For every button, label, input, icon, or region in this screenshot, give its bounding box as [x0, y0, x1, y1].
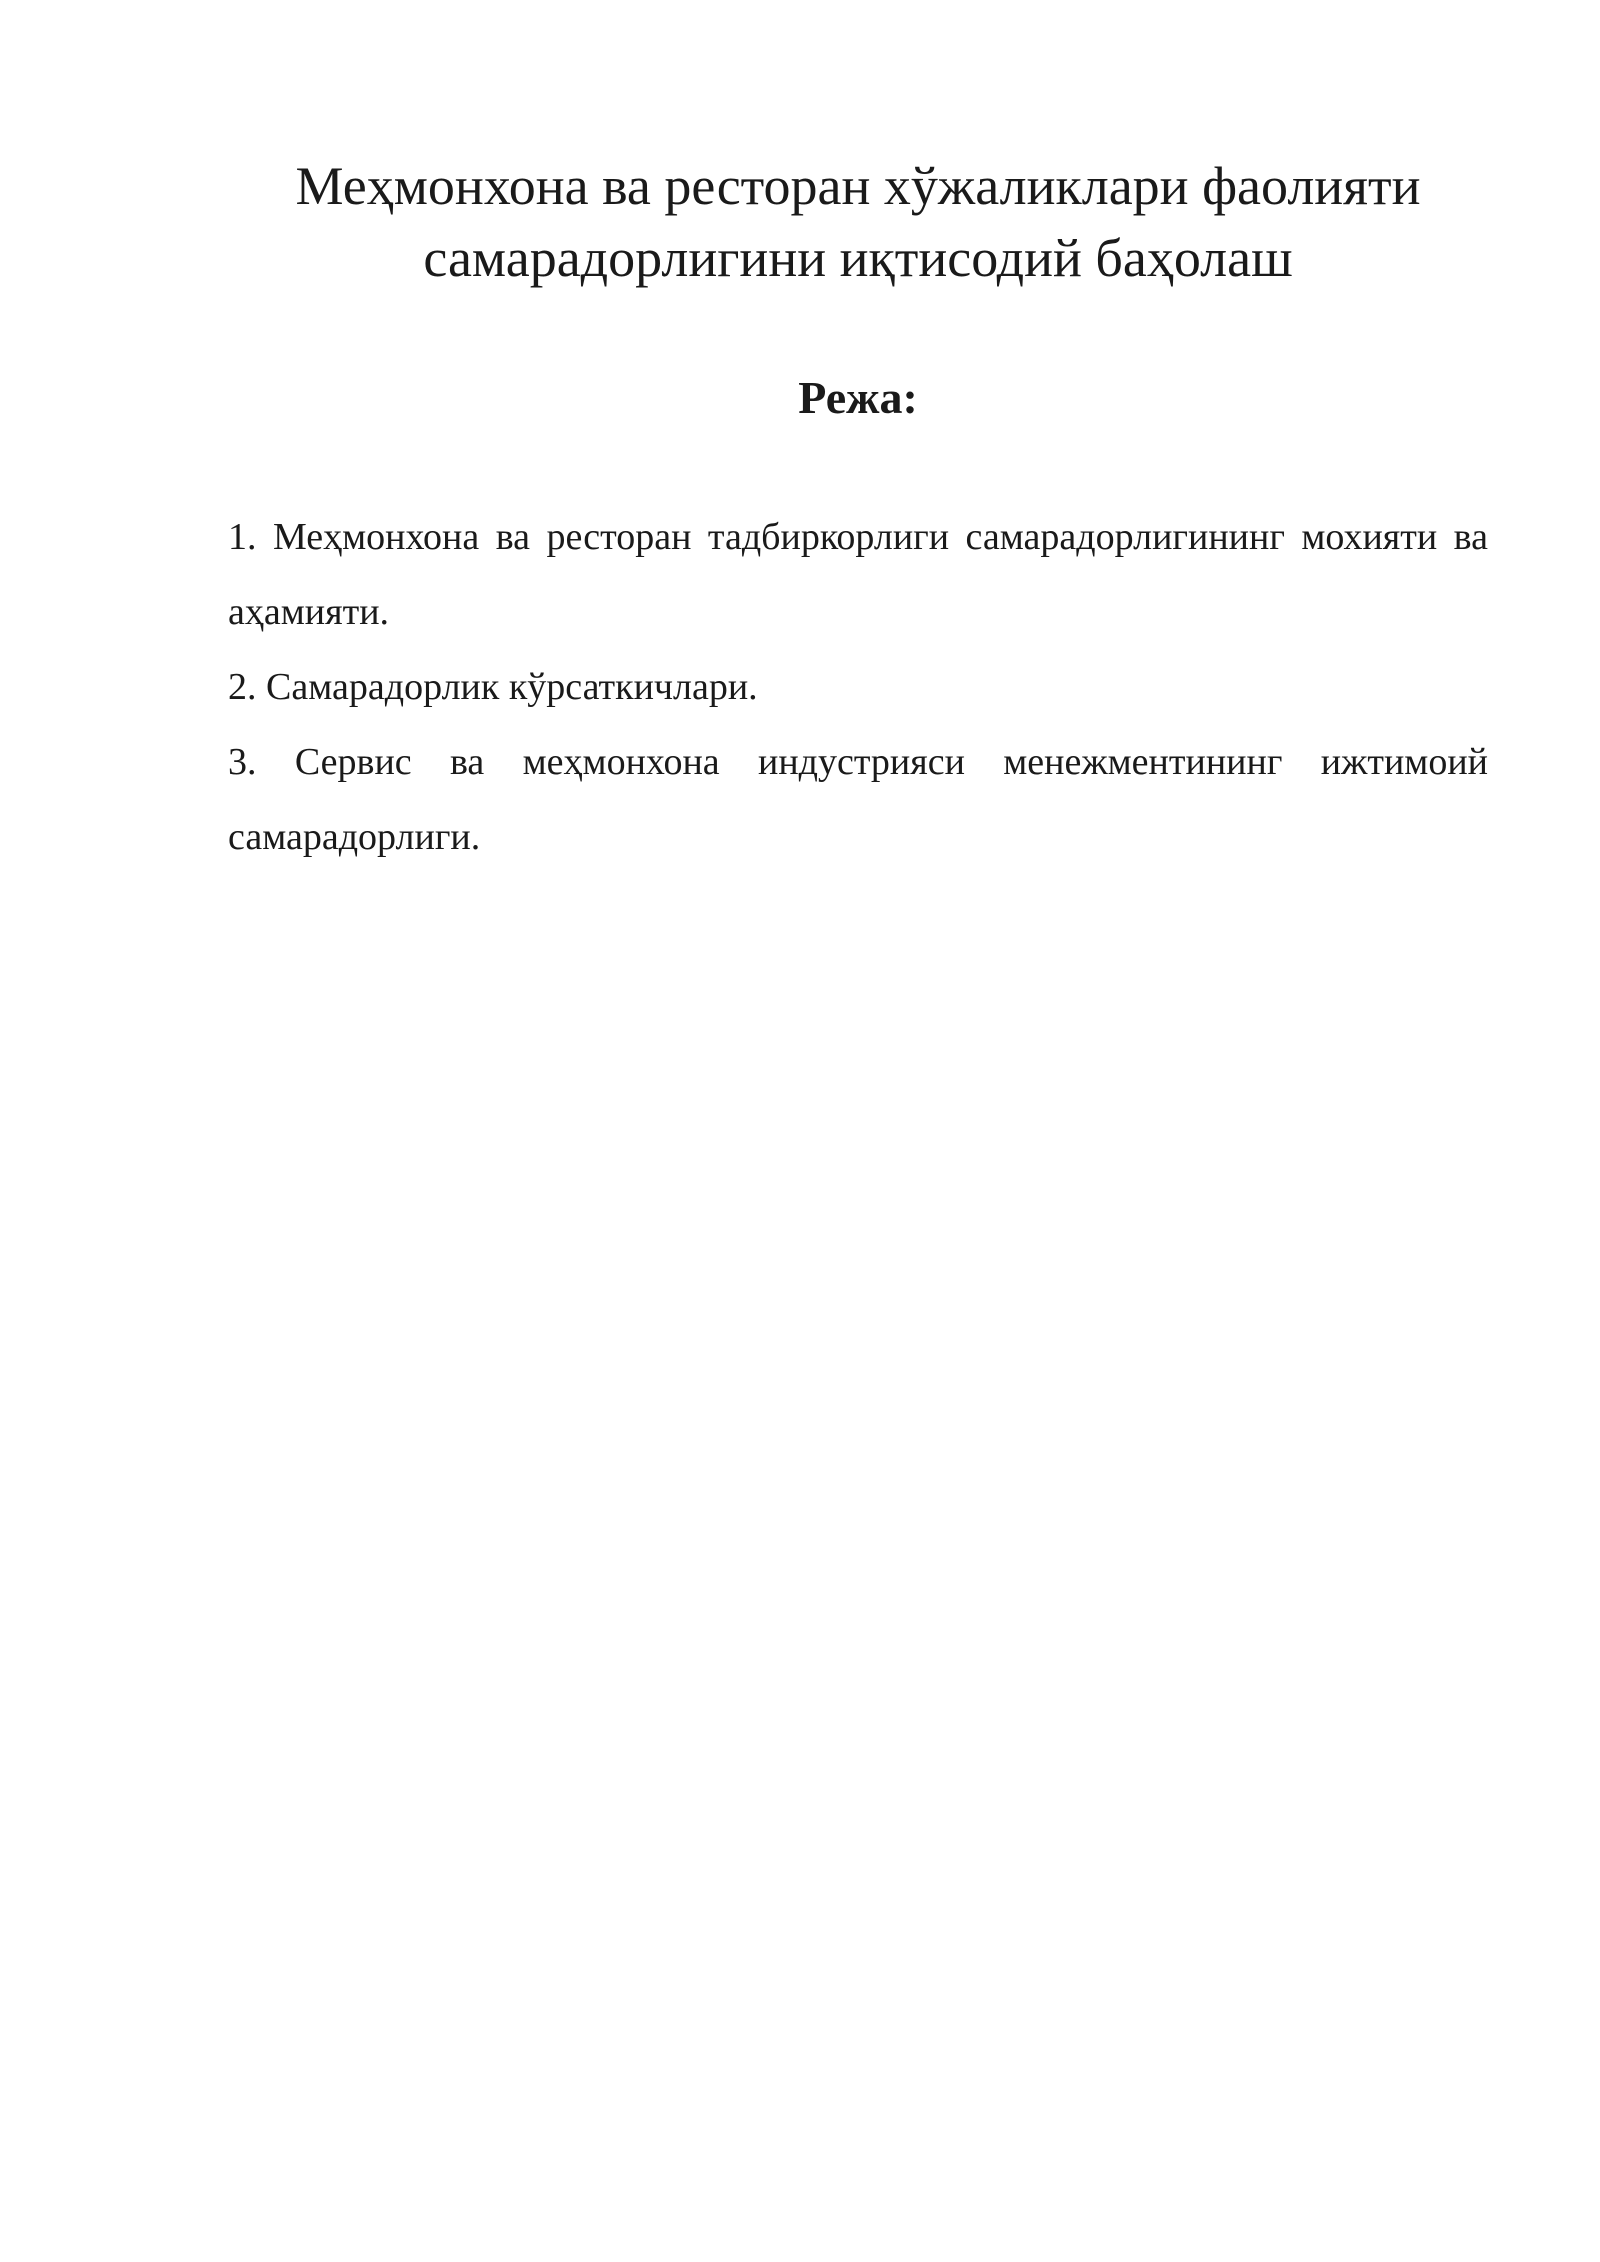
document-title: Меҳмонхона ва ресторан хўжаликлари фаолияти самарадорлигини иқтисодий баҳолаш — [295, 156, 1421, 288]
plan-list — [228, 500, 1488, 875]
plan-heading: Режа: — [798, 372, 918, 423]
plan-item-2: 2. Самарадорлик кўрсаткичлари. — [228, 666, 758, 708]
plan-item-1: 1. Меҳмонхона ва ресторан тадбиркорлиги самарадорлигининг мохияти ва аҳамияти. — [228, 516, 1488, 633]
plan-item-3: 3. Сервис ва меҳмонхона индустрияси менежментининг ижтимоий самарадорлиги. — [228, 741, 1488, 858]
